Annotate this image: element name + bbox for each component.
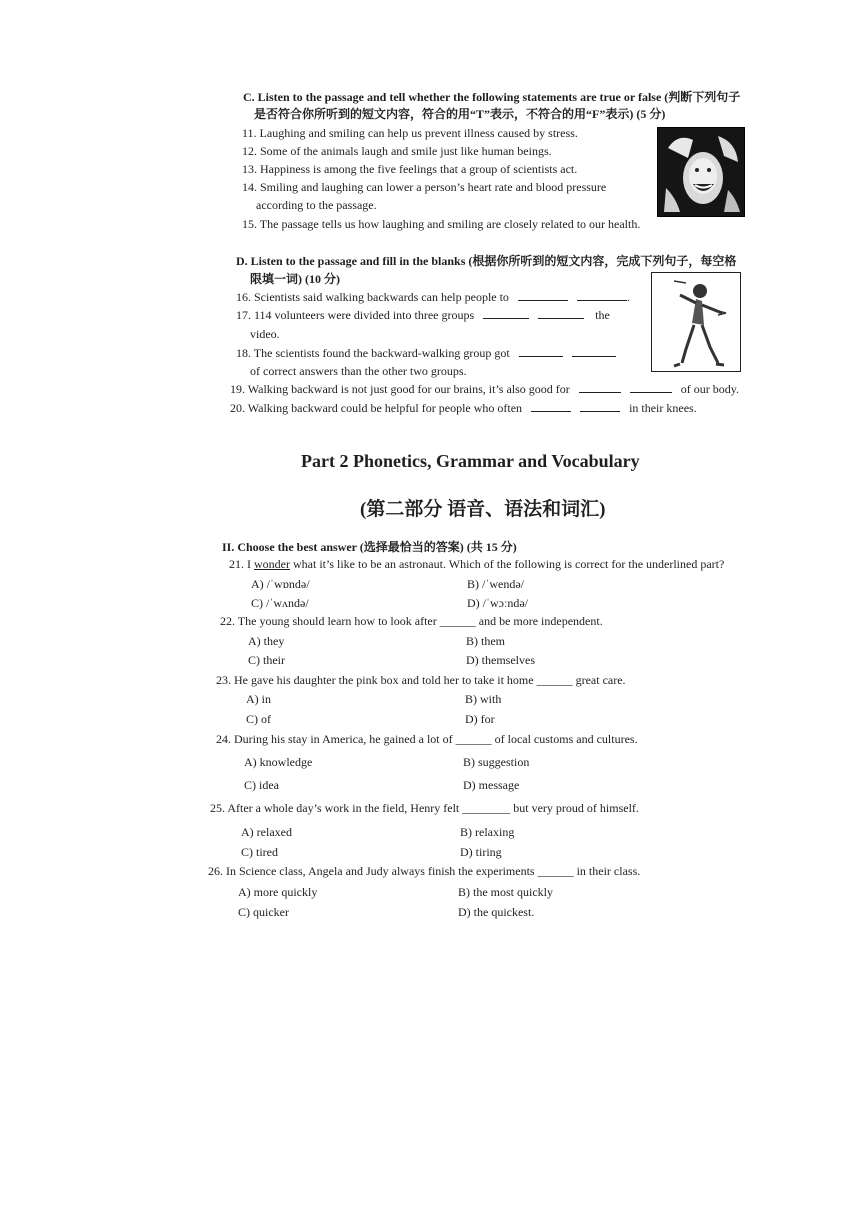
section-ii-title: II. Choose the best answer (选择最恰当的答案) (共 15 分) — [222, 540, 517, 554]
question-23: 23. He gave his daughter the pink box and told her to take it home ______ great care. — [216, 673, 626, 687]
question-20-text-tail: in their knees. — [629, 401, 697, 415]
option-c[interactable]: C) of — [246, 712, 271, 726]
option-c[interactable]: C) idea — [244, 778, 279, 792]
question-16-text: 16. Scientists said walking backwards can help people to — [236, 290, 509, 304]
question-19-text: 19. Walking backward is not just good for our brains, it’s also good for — [230, 382, 570, 396]
section-c-title-cn: (判断下列句子 — [664, 90, 741, 104]
question-17 — [236, 308, 610, 323]
option-b[interactable]: B) /ˈwendə/ — [467, 577, 524, 591]
question-26: 26. In Science class, Angela and Judy always finish the experiments ______ in their class. — [208, 864, 641, 878]
part-2-title: Part 2 Phonetics, Grammar and Vocabulary — [301, 451, 640, 471]
question-18 — [236, 346, 616, 361]
question-20-text: 20. Walking backward could be helpful for people who often — [230, 401, 523, 415]
question-13: 13. Happiness is among the five feelings that a group of scientists act. — [242, 162, 578, 176]
question-22: 22. The young should learn how to look after ______ and be more independent. — [220, 614, 603, 628]
answer-blank[interactable] — [572, 346, 616, 357]
option-b[interactable]: B) the most quickly — [458, 885, 553, 899]
question-16: 16. Scientists said walking backwards can help people to . — [236, 290, 630, 304]
option-a[interactable]: A) relaxed — [241, 825, 292, 839]
answer-blank[interactable] — [630, 382, 672, 393]
question-15: 15. The passage tells us how laughing and smiling are closely related to our health. — [242, 217, 641, 231]
laughing-person-photo — [657, 127, 745, 217]
option-a[interactable]: A) they — [248, 634, 285, 648]
question-14-cont: according to the passage. — [256, 198, 377, 212]
question-18-text: 18. The scientists found the backward-walking group got — [236, 346, 510, 360]
answer-blank[interactable] — [579, 382, 621, 393]
question-12: 12. Some of the animals laugh and smile just like human beings. — [242, 144, 552, 158]
answer-blank[interactable] — [519, 346, 563, 357]
question-18-cont: of correct answers than the other two groups. — [250, 364, 467, 378]
option-d[interactable]: D) tiring — [460, 845, 502, 859]
option-d[interactable]: D) for — [465, 712, 495, 726]
answer-blank[interactable] — [580, 401, 620, 412]
question-14: 14. Smiling and laughing can lower a person’s heart rate and blood pressure — [242, 180, 607, 194]
answer-blank[interactable] — [538, 308, 584, 319]
question-17-text: 17. 114 volunteers were divided into three groups — [236, 308, 475, 322]
section-c-title — [243, 88, 740, 105]
question-19-text-tail: of our body. — [680, 382, 739, 396]
option-c[interactable]: C) quicker — [238, 905, 289, 919]
option-b[interactable]: B) relaxing — [460, 825, 515, 839]
answer-blank[interactable] — [531, 401, 571, 412]
option-d[interactable]: D) /ˈwɔːndə/ — [467, 596, 528, 610]
section-d-instructions: 限填一词) (10 分) — [250, 272, 340, 286]
option-a[interactable]: A) more quickly — [238, 885, 318, 899]
option-b[interactable]: B) suggestion — [463, 755, 530, 769]
answer-blank[interactable] — [518, 290, 568, 301]
section-c-instructions: 是否符合你所听到的短文内容，符合的用“T”表示，不符合的用“F”表示) (5 分) — [254, 107, 666, 121]
question-21-text-tail: what it’s like to be an astronaut. Which of the following is correct for the underlined part? — [290, 557, 725, 571]
walking-backward-figure — [651, 272, 741, 372]
section-d-title — [236, 252, 736, 269]
option-a[interactable]: A) /ˈwɒndə/ — [251, 577, 310, 591]
question-20 — [230, 401, 697, 416]
option-b[interactable]: B) them — [466, 634, 505, 648]
question-24: 24. During his stay in America, he gained a lot of ______ of local customs and cultures. — [216, 732, 638, 746]
underlined-word: wonder — [254, 557, 290, 571]
question-17-cont: video. — [250, 327, 280, 341]
section-d-title-cn: (根据你所听到的短文内容，完成下列句子，每空格 — [468, 254, 737, 268]
question-11: 11. Laughing and smiling can help us prevent illness caused by stress. — [242, 126, 578, 140]
option-c[interactable]: C) tired — [241, 845, 278, 859]
option-a[interactable]: A) in — [246, 692, 271, 706]
option-c[interactable]: C) their — [248, 653, 285, 667]
option-c[interactable]: C) /ˈwʌndə/ — [251, 596, 309, 610]
part-2-subtitle: (第二部分 语音、语法和词汇) — [360, 499, 606, 520]
question-19 — [230, 382, 739, 397]
option-d[interactable]: D) message — [463, 778, 520, 792]
answer-blank[interactable] — [483, 308, 529, 319]
section-c-title-en: C. Listen to the passage and tell whether the following statements are true or false — [243, 90, 662, 104]
option-a[interactable]: A) knowledge — [244, 755, 313, 769]
option-d[interactable]: D) the quickest. — [458, 905, 535, 919]
answer-blank[interactable] — [577, 290, 627, 301]
question-17-text-tail: the — [595, 308, 610, 322]
question-21-text: 21. I — [229, 557, 254, 571]
question-21 — [229, 557, 724, 572]
option-d[interactable]: D) themselves — [466, 653, 535, 667]
section-d-title-en: D. Listen to the passage and fill in the blanks — [236, 254, 466, 268]
option-b[interactable]: B) with — [465, 692, 502, 706]
question-25: 25. After a whole day’s work in the field, Henry felt ________ but very proud of himself. — [210, 801, 639, 815]
